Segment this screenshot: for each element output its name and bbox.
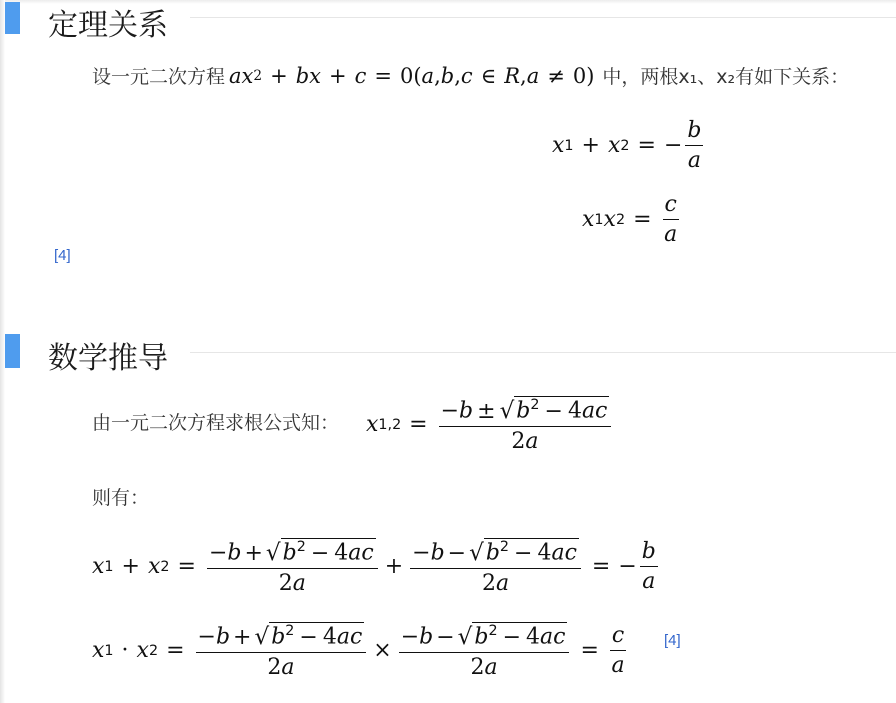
section-accent-bar — [5, 334, 20, 368]
intro-prefix: 设一元二次方程 — [92, 66, 226, 88]
section-title-derivation: 数学推导 — [48, 341, 168, 376]
equation-definition: ax 2 + bx + c = 0( a , b , c ∈ R , a ≠ 0) — [229, 63, 595, 88]
derivation-product-formula: x 1 · x 2 = −b + √ $b^2 - 4ac$ 2a × −b − √ $b^2 - 4ac$ 2a = $\frac{c}{a}$ — [92, 623, 625, 680]
section-title-theorem: 定理关系 — [48, 8, 168, 43]
derivation-sum-formula: x 1 + x 2 = −b + √ $b^2 - 4ac$ 2a + −b − √ $b^2 - 4ac$ 2a = − $\frac{b}{a}$ — [92, 539, 656, 596]
formula-intro-text: 由一元二次方程求根公式知： — [92, 412, 340, 434]
section-divider — [190, 352, 896, 353]
intro-paragraph — [92, 62, 849, 89]
vieta-sum-formula: x 1 + x 2 = − $\frac{b}{a}$ — [552, 118, 702, 173]
vieta-product-formula: x 1 x 2 = $\frac{c}{a}$ — [582, 192, 678, 247]
quadratic-root-formula: x 1,2 = −b ± √ $b^2 - 4ac$ 2a — [366, 396, 614, 454]
reference-link[interactable]: [4] — [664, 632, 681, 649]
then-text: 则有： — [92, 487, 150, 509]
intro-suffix: 中，两根x₁、x₂有如下关系： — [602, 66, 850, 88]
reference-link[interactable]: [4] — [54, 247, 71, 264]
section-accent-bar — [5, 2, 20, 34]
section-divider — [190, 17, 896, 18]
